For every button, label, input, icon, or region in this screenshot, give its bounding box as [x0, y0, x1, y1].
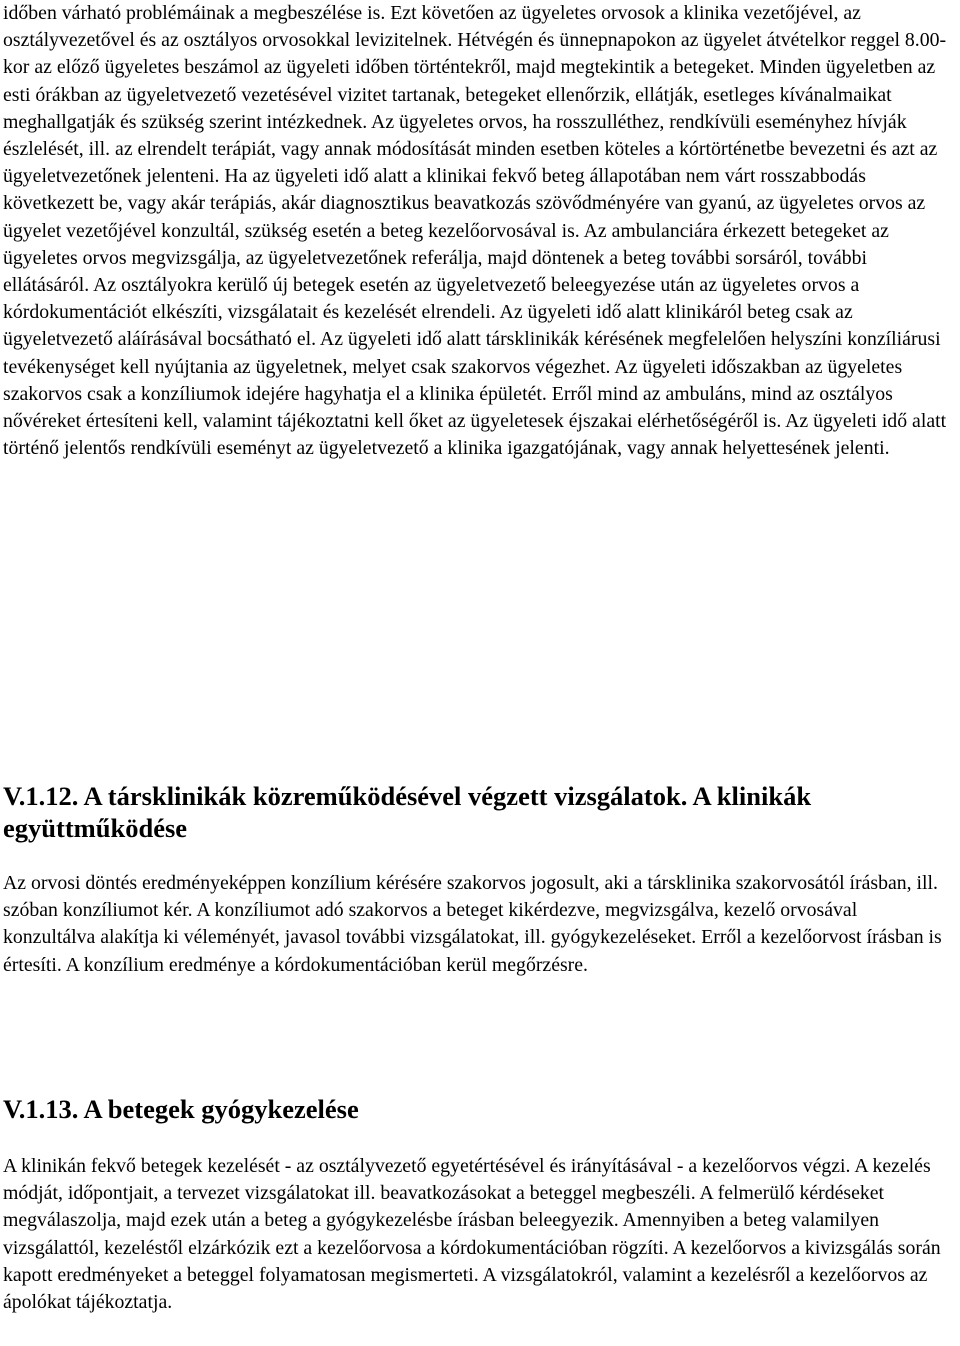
- section-heading-v-1-13: V.1.13. A betegek gyógykezelése: [3, 1094, 359, 1124]
- body-paragraph-treatment: A klinikán fekvő betegek kezelését - az osztályvezető egyetértésével és irányításával - a kezelőorvos végzi. A kezelés módját, időpontjait, a tervezet vizsgálatokat ill. beavatkozásokat a beteggel megbeszéli. A felmerülő kérdéseket megválaszolja, majd ezek után a beteg a gyógykezelésbe írásban beleegyezik. Amennyiben a beteg valamilyen vizsgálattól, kezeléstől elzárkózik ezt a kezelőorvosa a kórdokumentációban rögzíti. A kezelőorvos a kivizsgálás során kapott eredményeket a beteggel folyamatosan megismerteti. A vizsgálatokról, valamint a kezelésről a kezelőorvos az ápolókat tájékoztatja.: [3, 1155, 941, 1314]
- section-heading-v-1-12: V.1.12. A társklinikák közreműködésével végzett vizsgálatok. A klinikák együttműködése: [3, 781, 812, 843]
- body-paragraph-consultations: Az orvosi döntés eredményeképpen konzílium kérésére szakorvos jogosult, aki a társklinika szakorvosától írásban, ill. szóban konzíliumot kér. A konzíliumot adó szakorvos a beteget kikérdezve, megvizsgálva, kezelő orvosával konzultálva alakítja ki véleményét, javasol további vizsgálatokat, ill. gyógykezeléseket. Erről a kezelőorvost írásban is értesíti. A konzílium eredménye a kórdokumentációban kerül megőrzésre.: [3, 872, 942, 976]
- body-paragraph-on-call-duties: időben várható problémáinak a megbeszélése is. Ezt követően az ügyeletes orvosok a klinika vezetőjével, az osztályvezetővel és az osztályos orvosokkal levizitelnek. Hétvégén és ünnepnapokon az ügyelet átvételkor reggel 8.00-kor az előző ügyeletes beszámol az ügyeleti időben történtekről, majd megtekintik a betegeket. Minden ügyeletben az esti órákban az ügyeletvezető vezetésével vizitet tartanak, betegeket ellenőrzik, ellátják, esetleges kívánalmaikat meghallgatják és szükség szerint intézkednek. Az ügyeletes orvos, ha rosszulléthez, rendkívüli eseményhez hívják észlelését, ill. az elrendelt terápiát, vagy annak módosítását minden esetben köteles a kórtörténetbe bevezetni és azt az ügyeletvezetőnek jelenteni. Ha az ügyeleti idő alatt a klinikai fekvő beteg állapotában nem várt rosszabbodás következett be, vagy akár terápiás, akár diagnosztikus beavatkozás szövődményére van gyanú, az ügyeletes orvos az ügyelet vezetőjével konzultál, szükség esetén a beteg kezelőorvosával is. Az ambulanciára érkezett betegeket az ügyeletes orvos megvizsgálja, az ügyeletvezetőnek referálja, majd döntenek a beteg további sorsáról, további ellátásáról. Az osztályokra kerülő új betegek esetén az ügyeletvezető beleegyezése után az ügyeletes orvos a kórdokumentációt elkészíti, vizsgálatait és kezelését elrendeli. Az ügyeleti idő alatt klinikáról beteg csak az ügyeletvezető aláírásával bocsátható el. Az ügyeleti idő alatt társklinikák kérésének megfelelően helyszíni konzíliárusi tevékenységet kell nyújtania az ügyeletnek, melyet csak szakorvos végezhet. Az ügyeleti időszakban az ügyeletes szakorvos csak a konzíliumok idejére hagyhatja el a klinika épületét. Erről mind az ambuláns, mind az osztályos nővéreket értesíteni kell, valamint tájékoztatni kell őket az ügyeletesek éjszakai elérhetőségéről is. Az ügyeleti idő alatt történő jelentős rendkívüli eseményt az ügyeletvezető a klinika igazgatójának, vagy annak helyettesének jelenti.: [3, 2, 947, 460]
